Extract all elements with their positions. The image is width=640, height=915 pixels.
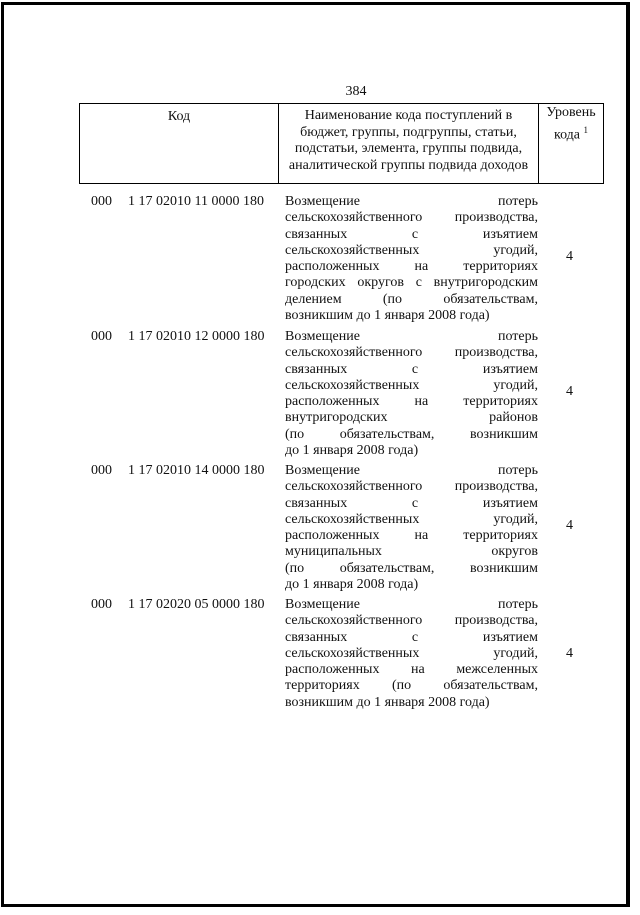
description-line: городских округов с внутригородским <box>285 275 538 291</box>
description-line: сельскохозяйственных угодий, <box>285 645 538 661</box>
admin-code: 000 <box>91 329 112 344</box>
header-name-line: аналитической группы подвида доходов <box>288 157 529 173</box>
description-line: до 1 января 2008 года) <box>285 443 419 459</box>
description-line: Возмещение потерь <box>285 329 538 344</box>
description-line: связанных с изъятием <box>285 495 538 511</box>
code-level: 4 <box>566 518 573 533</box>
budget-code: 1 17 02010 11 0000 180 <box>128 194 264 209</box>
description-line: расположенных на межселенных <box>285 662 538 678</box>
budget-code: 1 17 02020 05 0000 180 <box>128 597 265 612</box>
header-level-text: кода <box>553 127 581 143</box>
admin-code: 000 <box>91 463 112 478</box>
budget-code: 1 17 02010 14 0000 180 <box>128 463 265 478</box>
description-line: Возмещение потерь <box>285 194 538 209</box>
code-description <box>285 329 538 459</box>
page-number: 384 <box>345 84 367 99</box>
admin-code: 000 <box>91 597 112 612</box>
code-description <box>285 194 538 324</box>
code-level: 4 <box>566 249 573 264</box>
description-line: сельскохозяйственных угодий, <box>285 377 538 393</box>
description-line: до 1 января 2008 года) <box>285 577 419 593</box>
description-line: внутригородских районов <box>285 410 538 426</box>
header-name-line: бюджет, группы, подгруппы, статьи, <box>300 124 517 140</box>
description-line: Возмещение потерь <box>285 597 538 612</box>
header-code: Код <box>80 104 279 183</box>
header-name-line: подстатьи, элемента, группы подвида, <box>294 141 523 156</box>
description-line: Возмещение потерь <box>285 463 538 478</box>
code-level: 4 <box>566 384 573 399</box>
header-level <box>539 104 603 183</box>
description-line: связанных с изъятием <box>285 361 538 377</box>
description-line: связанных с изъятием <box>285 629 538 645</box>
description-line: связанных с изъятием <box>285 226 538 242</box>
description-line: сельскохозяйственных угодий, <box>285 242 538 258</box>
header-name <box>279 104 539 183</box>
description-line: расположенных на территориях <box>285 528 538 544</box>
description-line: муниципальных округов <box>285 544 538 560</box>
description-line: сельскохозяйственных угодий, <box>285 511 538 527</box>
description-line: расположенных на территориях <box>285 394 538 410</box>
code-description <box>285 463 538 593</box>
code-level: 4 <box>566 646 573 661</box>
description-line: возникшим до 1 января 2008 года) <box>285 308 490 324</box>
admin-code: 000 <box>91 194 112 209</box>
code-description <box>285 597 538 711</box>
description-line: делением (по обязательствам, <box>285 291 538 307</box>
footnote-marker: 1 <box>583 124 589 135</box>
description-line: территориях (по обязательствам, <box>285 678 538 694</box>
table-header <box>79 103 604 184</box>
description-line: сельскохозяйственного производства, <box>285 345 538 361</box>
description-line: сельскохозяйственного производства, <box>285 613 538 629</box>
header-level-line1: Уровень <box>546 105 596 120</box>
header-name-line: Наименование кода поступлений в <box>304 108 513 123</box>
description-line: (по обязательствам, возникшим <box>285 560 538 576</box>
description-line: сельскохозяйственного производства, <box>285 210 538 226</box>
description-line: сельскохозяйственного производства, <box>285 479 538 495</box>
description-line: расположенных на территориях <box>285 259 538 275</box>
header-level-line2 <box>539 122 603 144</box>
description-line: (по обязательствам, возникшим <box>285 426 538 442</box>
budget-code: 1 17 02010 12 0000 180 <box>128 329 265 344</box>
description-line: возникшим до 1 января 2008 года) <box>285 694 490 710</box>
